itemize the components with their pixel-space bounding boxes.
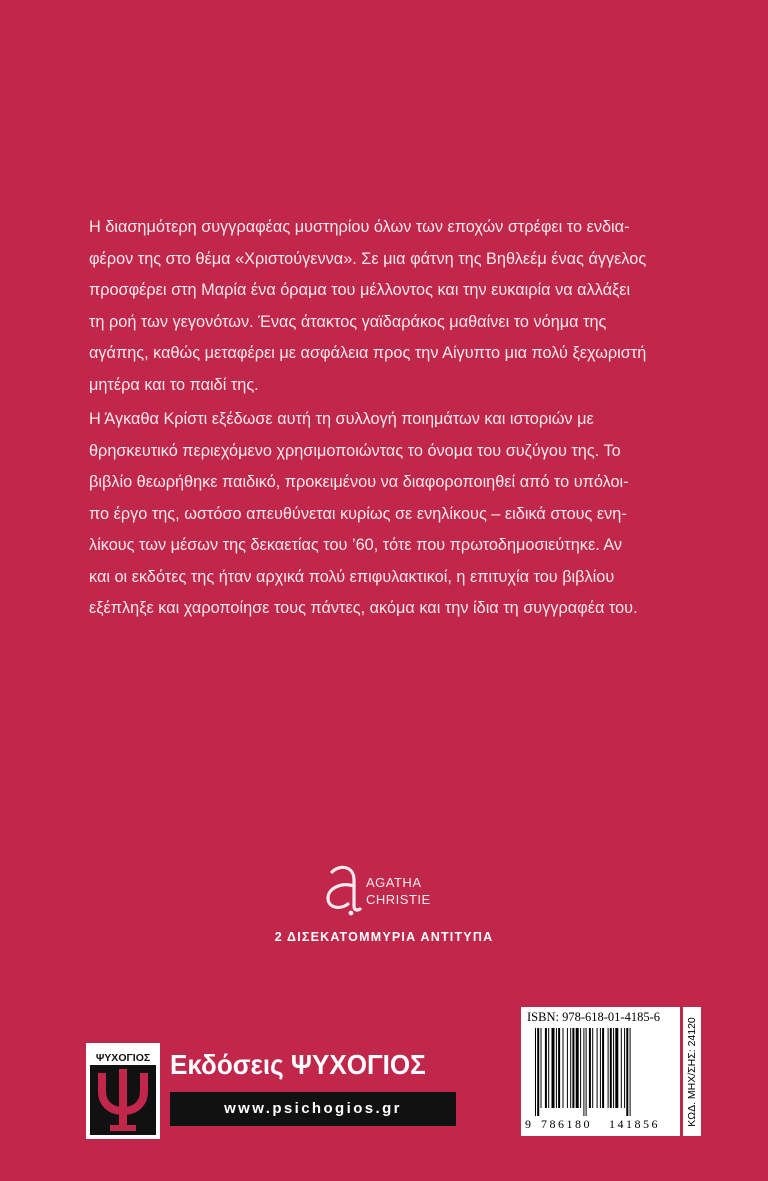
agatha-christie-brand	[322, 860, 462, 920]
blurb-line: θρησκευτικό περιεχόμενο χρησιμοποιώντας το όνομα του συζύγου της. Το	[89, 441, 621, 460]
barcode-bar	[572, 1028, 574, 1108]
blurb-text	[89, 212, 679, 625]
barcode-digits-right: 141856	[609, 1117, 660, 1131]
blurb-line: εξέπληξε και χαροποίησε τους πάντες, ακόμα και την ίδια τη συγγραφέα του.	[89, 599, 638, 617]
publisher-name: Εκδόσεις ΨΥΧΟΓΙΟΣ	[170, 1049, 426, 1080]
blurb-line: βιβλίο θεωρήθηκε παιδικό, προκειμένου να διαφοροποιηθεί από το υπόλοι-	[89, 473, 629, 491]
barcode-bar	[537, 1028, 539, 1116]
barcode-bar	[558, 1028, 560, 1108]
product-code-strip	[683, 1007, 701, 1136]
barcode-digit-first: 9	[525, 1117, 531, 1131]
barcode-bar	[556, 1028, 557, 1108]
barcode-bar	[602, 1028, 604, 1108]
blurb-line: αγάπης, καθώς μεταφέρει με ασφάλεια προς την Αίγυπτο μια πολύ ξεχωριστή	[89, 344, 647, 362]
barcode-bar	[563, 1028, 564, 1108]
barcode-bar	[545, 1028, 547, 1108]
psi-logo-text: ΨΥΧΟΓΙΟΣ	[95, 1052, 151, 1064]
barcode-bar	[580, 1028, 581, 1108]
barcode-bar	[615, 1028, 618, 1108]
agatha-christie-a-logo-icon	[322, 860, 364, 918]
blurb-paragraph-2	[89, 404, 679, 625]
barcode-bar	[621, 1028, 622, 1108]
barcode-bar	[624, 1028, 625, 1108]
brand-name	[366, 874, 431, 908]
blurb-line: πο έργο της, ωστόσο απευθύνεται κυρίως σε ενηλίκους – ειδικά στους ενη-	[89, 504, 627, 523]
barcode-bar	[570, 1028, 571, 1108]
barcode-bar	[535, 1028, 536, 1116]
copies-sold-tagline: 2 ΔΙΣΕΚΑΤΟΜΜΥΡΙΑ ΑΝΤΙΤΥΠΑ	[274, 930, 494, 944]
barcode-bar	[592, 1028, 593, 1108]
barcode-bar	[630, 1028, 631, 1116]
blurb-line: μητέρα και το παιδί της.	[89, 375, 259, 394]
barcode-bars	[525, 1028, 676, 1116]
blurb-line: και οι εκδότες της ήταν αρχικά πολύ επιφυλακτικοί, η επιτυχία του βιβλίου	[89, 567, 615, 586]
barcode-bar	[610, 1028, 612, 1108]
blurb-paragraph-1	[89, 212, 679, 401]
barcode-bar	[567, 1028, 568, 1108]
publisher-url-box	[170, 1092, 456, 1126]
product-code: ΚΩΔ. ΜΗΧ/ΣΗΣ: 24120	[686, 1016, 698, 1127]
barcode-bar	[586, 1028, 587, 1116]
barcode-bar	[600, 1028, 601, 1108]
blurb-line: τη ροή των γεγονότων. Ένας άτακτος γαϊδαράκος μαθαίνει το νόημα της	[89, 312, 607, 331]
isbn-barcode	[521, 1007, 680, 1136]
barcode-bar	[597, 1028, 598, 1108]
barcode-bar	[576, 1028, 579, 1108]
barcode-bar	[583, 1028, 584, 1116]
brand-name-line2: CHRISTIE	[366, 892, 431, 907]
blurb-line: λίκους των μέσων της δεκαετίας του ’60, τότε που πρωτοδημοσιεύτηκε. Αν	[89, 536, 623, 554]
publisher-url: www.psichogios.gr	[224, 1100, 402, 1117]
barcode-bar	[541, 1028, 542, 1108]
brand-name-line1: AGATHA	[366, 875, 422, 890]
barcode-bar	[548, 1028, 549, 1108]
psychogios-psi-logo-icon	[86, 1043, 160, 1139]
publisher-block	[86, 1043, 458, 1141]
blurb-line: προσφέρει στη Μαρία ένα όραμα του μέλλοντος και την ευκαιρία να αλλάξει	[89, 281, 631, 299]
barcode-digits-left: 786180	[541, 1117, 592, 1131]
blurb-line: Η Άγκαθα Κρίστι εξέδωσε αυτή τη συλλογή ποιημάτων και ιστοριών με	[89, 410, 594, 428]
barcode-bar	[608, 1028, 609, 1108]
blurb-line: φέρον της στο θέμα «Χριστούγεννα». Σε μια φάτνη της Βηθλεέμ ένας άγγελος	[89, 249, 647, 268]
blurb-line: Η διασημότερη συγγραφέας μυστηρίου όλων των εποχών στρέφει το ενδια-	[89, 218, 630, 236]
barcode-bar	[613, 1028, 614, 1108]
barcode-bar	[589, 1028, 591, 1108]
barcode-bar	[552, 1028, 555, 1108]
barcode-bar	[626, 1028, 628, 1116]
isbn-label: ISBN: 978-618-01-4185-6	[527, 1010, 660, 1024]
